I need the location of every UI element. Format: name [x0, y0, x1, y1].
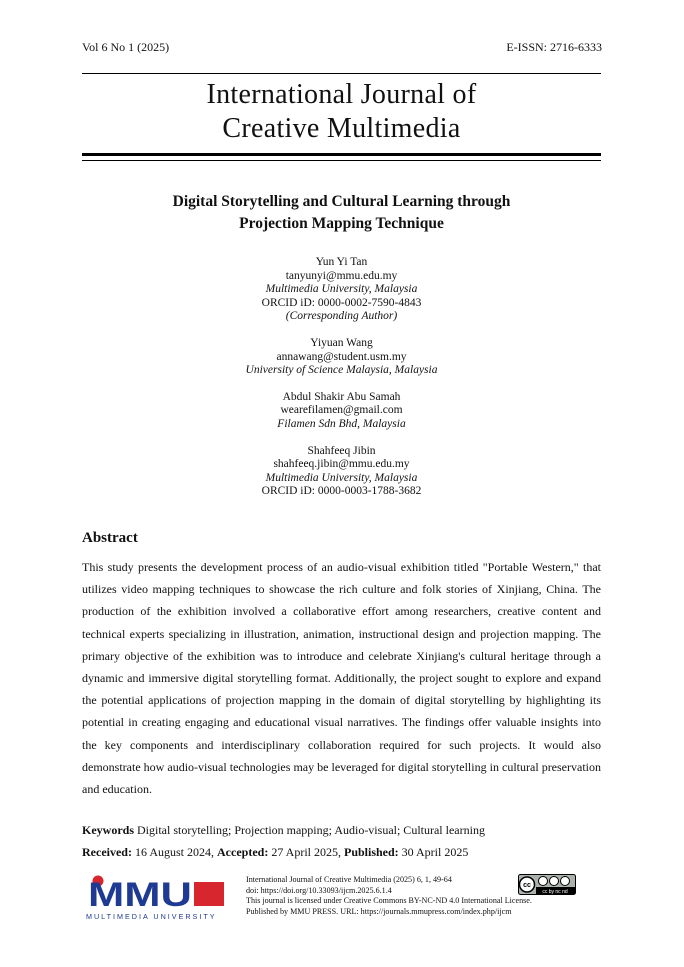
nc-icon	[550, 877, 559, 886]
author-name: Abdul Shakir Abu Samah	[282, 390, 401, 403]
mmu-logo	[84, 870, 234, 922]
footer-publisher[interactable]: Published by MMU PRESS. URL: https://journals.mmupress.com/index.php/ijcm	[246, 906, 512, 916]
cc-badge-text: cc by nc nd	[542, 889, 568, 895]
keywords-label: Keywords	[82, 823, 134, 837]
author-orcid: ORCID iD: 0000-0002-7590-4843	[261, 296, 422, 309]
journal-title	[82, 78, 601, 146]
author-name: Shahfeeq Jibin	[307, 444, 376, 457]
mmu-logo-subtext: MULTIMEDIA UNIVERSITY	[86, 912, 217, 921]
author-name: Yun Yi Tan	[315, 256, 368, 268]
author-affiliation: Multimedia University, Malaysia	[265, 283, 418, 296]
author-email[interactable]: wearefilamen@gmail.com	[280, 404, 403, 417]
received-date: 16 August 2024,	[134, 845, 214, 859]
journal-title-line2: Creative Multimedia	[222, 113, 461, 144]
paper-title	[82, 191, 601, 235]
author-email[interactable]: annawang@student.usm.my	[276, 350, 407, 363]
author-block	[82, 337, 601, 378]
author-affiliation: University of Science Malaysia, Malaysia	[245, 364, 438, 377]
keywords-text: Digital storytelling; Projection mapping; Audio-visual; Cultural learning	[137, 823, 485, 837]
header-thick-rule	[82, 153, 601, 156]
author-name: Yiyuan Wang	[310, 336, 373, 349]
received-label: Received:	[82, 845, 132, 859]
issn-label: E-ISSN: 2716-6333	[506, 40, 602, 54]
footer-doi[interactable]: doi: https://doi.org/10.33093/ijcm.2025.6.1.4	[246, 885, 392, 895]
accepted-date: 27 April 2025,	[271, 845, 341, 859]
volume-label: Vol 6 No 1 (2025)	[82, 40, 170, 54]
author-block	[82, 445, 601, 499]
author-list	[82, 256, 601, 512]
published-date: 30 April 2025	[401, 845, 469, 859]
published-label: Published:	[343, 845, 399, 859]
mmu-logo-text: MMU	[88, 876, 192, 914]
footer-license: This journal is licensed under Creative Commons BY-NC-ND 4.0 International License.	[246, 896, 532, 906]
paper-title-line2: Projection Mapping Technique	[239, 215, 444, 232]
abstract-heading: Abstract	[82, 530, 138, 546]
keywords-line	[82, 823, 601, 838]
author-affiliation: Filamen Sdn Bhd, Malaysia	[277, 417, 406, 430]
corresponding-author-note: (Corresponding Author)	[285, 310, 398, 323]
dates-line	[82, 845, 601, 860]
accepted-label: Accepted:	[217, 845, 269, 859]
footer-citation: International Journal of Creative Multimedia (2025) 6, 1, 49-64	[246, 875, 452, 884]
cc-license-badge[interactable]	[518, 874, 576, 895]
svg-text:cc: cc	[523, 882, 531, 889]
author-affiliation: Multimedia University, Malaysia	[265, 471, 418, 484]
abstract-text: This study presents the development process of an audio-visual exhibition titled "Portable Western," that utilizes video mapping techniques to showcase the rich culture and folk stories of Xinjiang, China. The production of the exhibition involved a collaborative effort among researchers, creative content and technical experts specializing in illustration, animation, instructional design and projection mapping. The primary objective of the exhibition was to introduce and celebrate Xinjiang's cultural heritage through a dynamic and immersive digital storytelling format. Additionally, the project sought to explore and expand the potential applications of projection mapping in the domain of digital storytelling by highlighting its potential in creating engaging and educational visual narratives. The findings offer valuable insights into the key components and interdisciplinary collaboration required for such projects. It would also demonstrate how audio-visual technologies may be leveraged for digital storytelling in cultural preservation and education.	[82, 560, 601, 797]
author-block	[82, 391, 601, 432]
journal-title-line1: International Journal of	[206, 79, 477, 110]
author-block	[82, 256, 601, 324]
header-top-rule	[82, 73, 601, 74]
author-orcid: ORCID iD: 0000-0003-1788-3682	[261, 485, 422, 498]
author-email[interactable]: tanyunyi@mmu.edu.my	[285, 269, 398, 282]
header-thin-rule	[82, 160, 601, 161]
by-icon	[539, 877, 548, 886]
author-email[interactable]: shahfeeq.jibin@mmu.edu.my	[273, 458, 410, 471]
nd-icon	[561, 877, 570, 886]
mmu-logo-red-block	[194, 882, 224, 906]
paper-title-line1: Digital Storytelling and Cultural Learning through	[172, 193, 511, 210]
